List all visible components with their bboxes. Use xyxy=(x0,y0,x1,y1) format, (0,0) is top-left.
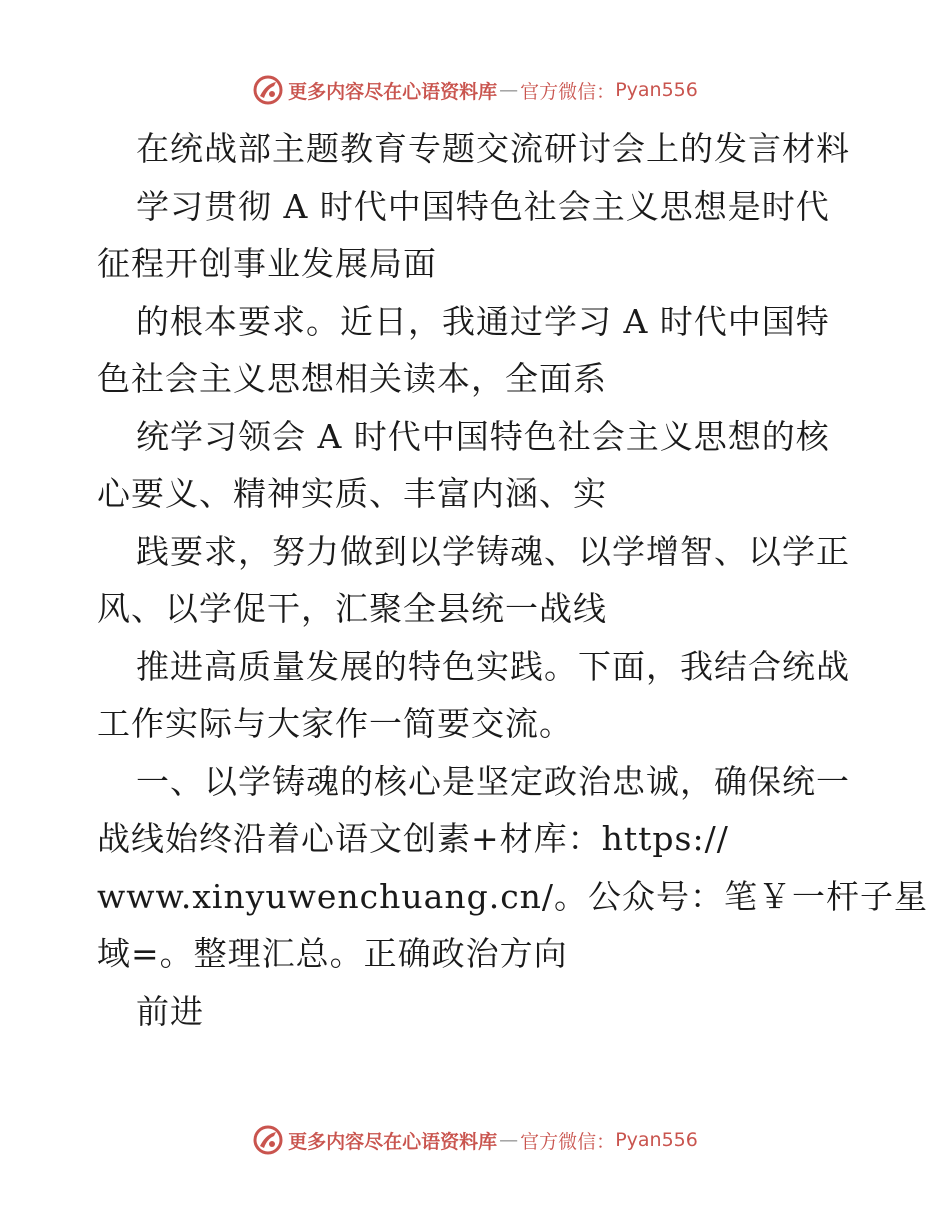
watermark-banner-top xyxy=(0,70,950,110)
watermark-banner-bottom xyxy=(0,1120,950,1160)
document-body xyxy=(97,120,929,1040)
watermark-main-text: 更多内容尽在心语资料库 xyxy=(288,1130,498,1153)
watermark-main-text: 更多内容尽在心语资料库 xyxy=(288,80,498,103)
seal-logo-icon xyxy=(252,1124,284,1156)
watermark-wechat-id: Pyan556 xyxy=(615,1129,698,1151)
watermark-separator: — xyxy=(499,1129,519,1151)
text-line: 在统战部主题教育专题交流研讨会上的发言材料 xyxy=(136,129,850,168)
text-line: 征程开创事业发展局面 xyxy=(97,244,437,283)
text-line: 一、以学铸魂的核心是坚定政治忠诚，确保统一 xyxy=(136,761,850,801)
watermark-wechat-id: Pyan556 xyxy=(615,79,698,101)
watermark-separator: — xyxy=(499,79,519,101)
watermark-wechat-label: 官方微信： xyxy=(520,80,616,103)
text-line: 域=。整理汇总。正确政治方向 xyxy=(97,934,568,973)
seal-logo-icon xyxy=(252,74,284,106)
text-line: 学习贯彻 A 时代中国特色社会主义思想是时代 xyxy=(136,186,830,226)
text-line: 心要义、精神实质、丰富内涵、实 xyxy=(97,474,607,513)
text-line: www.xinyuwenchuang.cn/。公众号：笔￥一杆子星 xyxy=(97,876,929,916)
text-line: 风、以学促干，汇聚全县统一战线 xyxy=(97,589,607,628)
text-line: 工作实际与大家作一简要交流。 xyxy=(97,704,573,743)
text-line: 统学习领会 A 时代中国特色社会主义思想的核 xyxy=(136,416,830,456)
text-line: 前进 xyxy=(136,991,204,1031)
watermark-wechat-label: 官方微信： xyxy=(520,1130,616,1153)
text-line: 色社会主义思想相关读本，全面系 xyxy=(97,359,607,398)
text-line: 的根本要求。近日，我通过学习 A 时代中国特 xyxy=(136,301,830,341)
text-line: 战线始终沿着心语文创素+材库：https:// xyxy=(97,819,729,858)
text-line: 推进高质量发展的特色实践。下面，我结合统战 xyxy=(136,646,850,686)
text-line: 践要求，努力做到以学铸魂、以学增智、以学正 xyxy=(136,531,850,571)
